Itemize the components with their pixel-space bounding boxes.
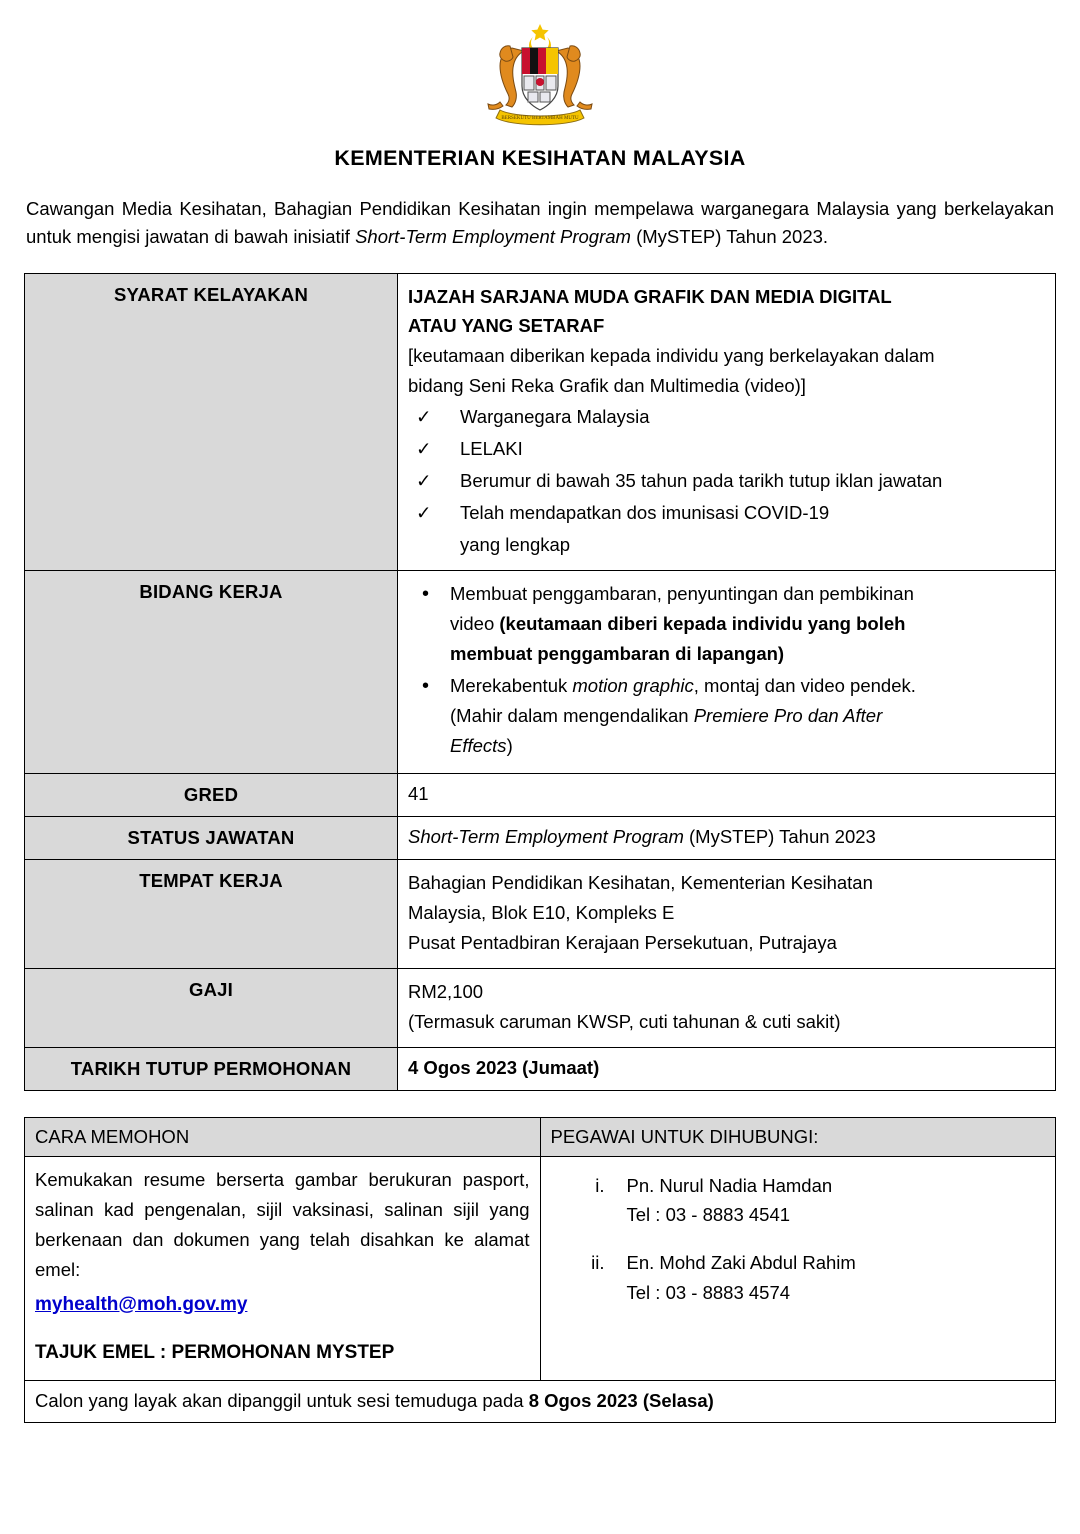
officer-1-tel: Tel : 03 - 8883 4541 bbox=[626, 1204, 791, 1226]
table-row-gaji bbox=[25, 969, 1056, 1048]
bidang-item2-b: , montaj dan video pendek. bbox=[693, 675, 916, 697]
syarat-item-3: Berumur di bawah 35 tahun pada tarikh tutup iklan jawatan bbox=[460, 470, 943, 491]
pegawai-header: PEGAWAI UNTUK DIHUBUNGI: bbox=[540, 1118, 1056, 1157]
row-label-gred: GRED bbox=[25, 774, 398, 817]
row-label-tempat: TEMPAT KERJA bbox=[25, 860, 398, 969]
table-row-syarat bbox=[25, 273, 1056, 571]
row-value-tempat bbox=[398, 860, 1056, 969]
officer-1-block bbox=[627, 1171, 1046, 1230]
intro-part1: Cawangan Media Kesihatan, Bahagian Pendidikan Kesihatan ingin mempelawa warganegara Malaysia yang berkelayakan untuk mengisi jawatan di bawah inisiatif bbox=[26, 198, 1054, 247]
bidang-item2-d: ) bbox=[506, 735, 513, 757]
bidang-item2-line1 bbox=[450, 671, 1045, 701]
officer-row bbox=[551, 1171, 1046, 1248]
officers-list bbox=[551, 1171, 1046, 1325]
interview-note bbox=[25, 1380, 1056, 1423]
check-icon: ✓ bbox=[416, 438, 432, 460]
bottom-footer-row bbox=[25, 1380, 1056, 1423]
syarat-item-1: Warganegara Malaysia bbox=[460, 406, 650, 428]
email-subject-note: TAJUK EMEL : PERMOHONAN MYSTEP bbox=[35, 1342, 395, 1364]
syarat-note-line1: [keutamaan diberikan kepada individu yang berkelayakan dalam bbox=[408, 345, 935, 367]
application-table bbox=[24, 1117, 1056, 1423]
job-details-table bbox=[24, 273, 1056, 1092]
cara-memohon-text: Kemukakan resume berserta gambar berukuran pasport, salinan kad pengenalan, sijil vaksinasi, salinan sijil yang berkenaan dan dokumen yang telah disahkan ke alamat emel: bbox=[35, 1168, 530, 1280]
officer-2-details bbox=[627, 1248, 1046, 1325]
row-value-bidang bbox=[398, 571, 1056, 774]
syarat-note-line2: bidang Seni Reka Grafik dan Multimedia (video)] bbox=[408, 375, 806, 397]
officers-body bbox=[540, 1156, 1056, 1380]
row-value-tarikh: 4 Ogos 2023 (Jumaat) bbox=[398, 1048, 1056, 1091]
officer-1-number: i. bbox=[595, 1174, 605, 1196]
interview-note-pre: Calon yang layak akan dipanggil untuk sesi temuduga pada bbox=[35, 1389, 529, 1411]
bullet-icon: • bbox=[422, 675, 430, 698]
bidang-item1-line1: Membuat penggambaran, penyuntingan dan pembikinan bbox=[450, 583, 914, 605]
table-row-tarikh bbox=[25, 1048, 1056, 1091]
bidang-item1-line2 bbox=[450, 609, 1045, 639]
officer-1-name: Pn. Nurul Nadia Hamdan bbox=[626, 1174, 833, 1196]
syarat-list bbox=[408, 401, 1045, 560]
svg-text:BERSEKUTU BERTAMBAH MUTU: BERSEKUTU BERTAMBAH MUTU bbox=[501, 116, 579, 121]
cara-memohon-header: CARA MEMOHON bbox=[25, 1118, 541, 1157]
bidang-item1-video: video bbox=[450, 613, 500, 635]
syarat-item-4: Telah mendapatkan dos imunisasi COVID-19 bbox=[460, 501, 830, 523]
row-value-gaji bbox=[398, 969, 1056, 1048]
table-row-bidang bbox=[25, 571, 1056, 774]
intro-part2: (MySTEP) Tahun 2023. bbox=[630, 225, 829, 247]
list-item bbox=[408, 401, 1045, 433]
officer-row bbox=[551, 1248, 1046, 1325]
crest-container bbox=[24, 18, 1056, 138]
syarat-heading-line1: IJAZAH SARJANA MUDA GRAFIK DAN MEDIA DIGITAL bbox=[408, 285, 892, 307]
list-item bbox=[408, 579, 1045, 669]
list-item bbox=[408, 465, 1045, 497]
bidang-item2-italic: motion graphic bbox=[572, 675, 694, 697]
status-italic: Short-Term Employment Program bbox=[408, 826, 684, 848]
bidang-item2-c: (Mahir dalam mengendalikan bbox=[450, 705, 694, 727]
row-label-gaji: GAJI bbox=[25, 969, 398, 1048]
officer-2-name: En. Mohd Zaki Abdul Rahim bbox=[626, 1251, 856, 1273]
row-value-status bbox=[398, 817, 1056, 860]
email-link[interactable]: myhealth@moh.gov.my bbox=[35, 1293, 248, 1315]
gaji-line2: (Termasuk caruman KWSP, cuti tahunan & cuti sakit) bbox=[408, 1011, 841, 1033]
table-row-gred bbox=[25, 774, 1056, 817]
syarat-item-2: LELAKI bbox=[460, 438, 523, 460]
malaysia-coat-of-arms-icon bbox=[470, 18, 610, 133]
gaji-line1: RM2,100 bbox=[408, 981, 484, 1003]
check-icon: ✓ bbox=[416, 470, 432, 491]
list-item bbox=[408, 671, 1045, 761]
bidang-item2-line3 bbox=[450, 731, 1045, 761]
row-label-syarat: SYARAT KELAYAKAN bbox=[25, 273, 398, 571]
bullet-icon: • bbox=[422, 583, 430, 606]
syarat-heading-line2: ATAU YANG SETARAF bbox=[408, 315, 605, 337]
tempat-line2: Malaysia, Blok E10, Kompleks E bbox=[408, 902, 675, 924]
officer-2-tel: Tel : 03 - 8883 4574 bbox=[626, 1281, 791, 1303]
row-value-syarat bbox=[398, 273, 1056, 571]
check-icon: ✓ bbox=[416, 501, 432, 523]
bidang-item1-bold2: membuat penggambaran di lapangan) bbox=[450, 643, 785, 665]
syarat-item-4-continued: yang lengkap bbox=[460, 533, 571, 555]
interview-note-date: 8 Ogos 2023 (Selasa) bbox=[528, 1389, 714, 1411]
table-row-status bbox=[25, 817, 1056, 860]
list-item bbox=[408, 497, 1045, 561]
tempat-line1: Bahagian Pendidikan Kesihatan, Kementerian Kesihatan bbox=[408, 872, 873, 894]
tempat-line3: Pusat Pentadbiran Kerajaan Persekutuan, Putrajaya bbox=[408, 932, 837, 954]
bidang-item1-bold1: (keutamaan diberi kepada individu yang boleh bbox=[499, 613, 906, 635]
list-item bbox=[408, 433, 1045, 465]
officer-2-number: ii. bbox=[591, 1251, 605, 1273]
bidang-item2-line2 bbox=[450, 701, 1045, 731]
table-row-tempat bbox=[25, 860, 1056, 969]
intro-italic: Short-Term Employment Program bbox=[355, 225, 631, 247]
bidang-item2-a: Merekabentuk bbox=[450, 675, 573, 697]
intro-paragraph bbox=[26, 195, 1054, 251]
cara-memohon-body bbox=[25, 1156, 541, 1380]
bidang-item2-italic3: Effects bbox=[450, 735, 507, 757]
officer-1-details bbox=[627, 1171, 1046, 1248]
bottom-header-row bbox=[25, 1118, 1056, 1157]
bidang-list bbox=[408, 579, 1045, 761]
officer-2-block bbox=[627, 1248, 1046, 1307]
check-icon: ✓ bbox=[416, 406, 432, 428]
row-label-bidang: BIDANG KERJA bbox=[25, 571, 398, 774]
page-title: KEMENTERIAN KESIHATAN MALAYSIA bbox=[334, 146, 746, 170]
bottom-body-row bbox=[25, 1156, 1056, 1380]
row-label-status: STATUS JAWATAN bbox=[25, 817, 398, 860]
bidang-item2-italic2: Premiere Pro dan After bbox=[693, 705, 883, 727]
status-rest: (MySTEP) Tahun 2023 bbox=[683, 826, 876, 848]
row-label-tarikh: TARIKH TUTUP PERMOHONAN bbox=[25, 1048, 398, 1091]
row-value-gred: 41 bbox=[398, 774, 1056, 817]
